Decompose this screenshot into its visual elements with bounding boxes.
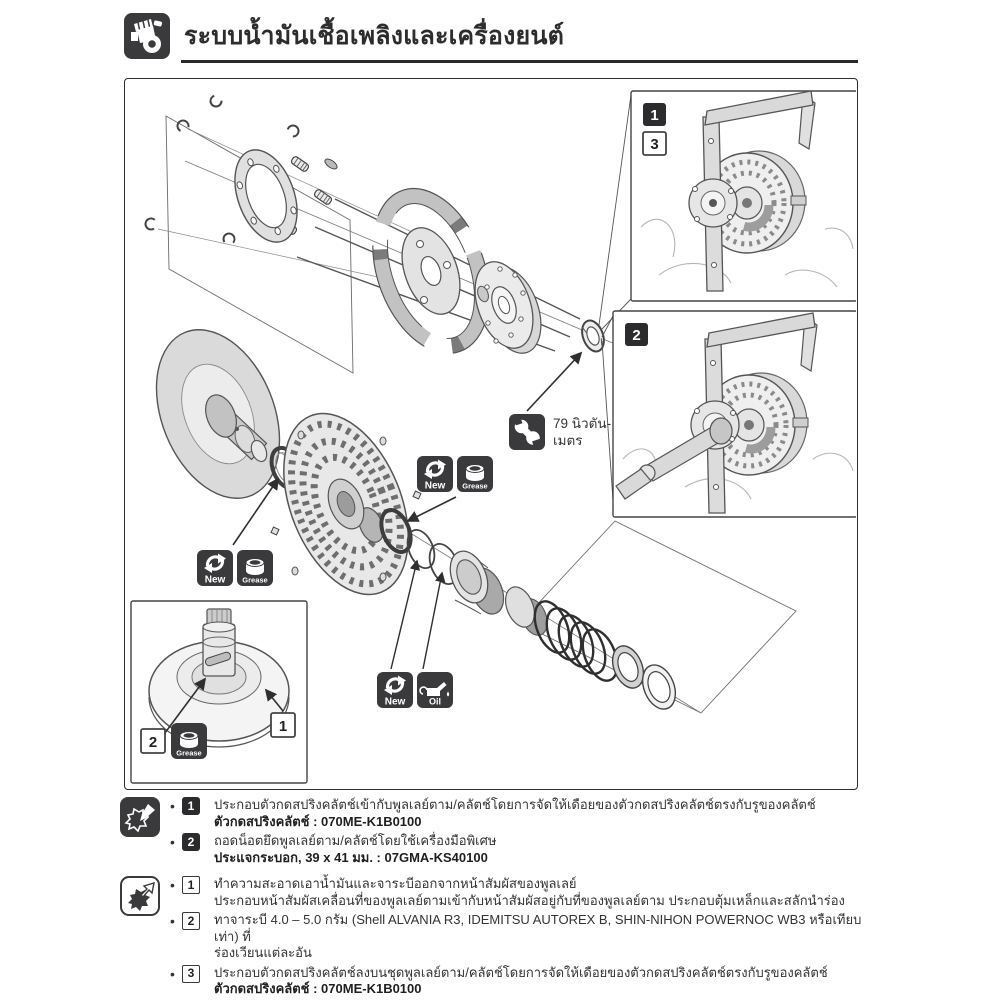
torque-value-line1: 79 นิวตัน- <box>553 416 612 431</box>
bullet <box>170 966 175 983</box>
socket-head <box>710 418 732 444</box>
svg-text:3: 3 <box>650 136 659 153</box>
step-marker-filled: 1 <box>182 797 200 815</box>
engine-section-icon <box>124 13 170 59</box>
inset-socket-wrench <box>613 311 856 517</box>
note-text: ทำความสะอาดเอาน้ำมันและจาระบีออกจากหน้าสัมผัสของพูลเลย์ <box>214 876 577 891</box>
svg-text:Oil: Oil <box>428 696 442 707</box>
driven-pulley-face <box>133 311 303 516</box>
tool-spec: ตัวกดสปริงคลัตช์ : 070ME-K1B0100 <box>214 981 422 996</box>
svg-text:Grease: Grease <box>242 575 268 585</box>
driven-pulley-disc <box>259 395 432 612</box>
note-text-continued: ประกอบหน้าสัมผัสเคลื่อนที่ของพูลเลย์ตามเข้ากับหน้าสัมผัสอยู่กับที่ของพูลเลย์ตาม ประกอบตุ้มเหล็กและสลักนำร่อง <box>214 892 845 908</box>
note-text: ประกอบตัวกดสปริงคลัตช์เข้ากับพูลเลย์ตาม/คลัตช์โดยการจัดให้เดือยของตัวกดสปริงคลัตช์ตรงกับรูของคลัตช์ <box>214 797 816 812</box>
note-item <box>168 912 866 962</box>
svg-text:2: 2 <box>632 327 641 344</box>
note-text: ถอดน็อตยึดพูลเลย์ตาม/คลัตช์โดยใช้เครื่องมือพิเศษ <box>214 833 497 848</box>
torque-value-line2: เมตร <box>553 433 583 448</box>
pulley-lock-nut <box>578 318 608 355</box>
new-grease-callout-right <box>408 456 493 521</box>
spring-seat-washers <box>607 641 682 714</box>
svg-text:1: 1 <box>278 718 288 735</box>
special-tool-note-icon <box>120 797 160 837</box>
assembly-note-icon <box>120 876 160 916</box>
svg-text:New: New <box>424 480 446 492</box>
svg-text:1: 1 <box>650 107 659 124</box>
note-item <box>168 833 866 866</box>
bullet <box>170 877 175 894</box>
bullet <box>170 798 175 815</box>
note-text-continued: ร่องเวียนแต่ละอัน <box>214 945 312 960</box>
tool-spec: ตัวกดสปริงคลัตช์ : 070ME-K1B0100 <box>214 813 422 829</box>
step-marker-boxed: 1 <box>182 876 200 894</box>
svg-text:2: 2 <box>148 734 158 751</box>
note-item <box>168 965 866 998</box>
svg-text:New: New <box>204 574 226 586</box>
notes-section <box>120 797 866 1008</box>
svg-text:Grease: Grease <box>176 748 202 758</box>
wrench-icon <box>509 414 545 450</box>
bullet <box>170 913 175 930</box>
installation-notes-block <box>120 876 866 1001</box>
note-text: ประกอบตัวกดสปริงคลัตช์ลงบนชุดพูลเลย์ตาม/คลัตช์โดยการจัดให้เดือยของตัวกดสปริงคลัตช์ตรงกับรูของคลัตช์ <box>214 964 828 980</box>
page-title: ระบบน้ำมันเชื้อเพลิงและเครื่องยนต์ <box>184 22 565 50</box>
removal-notes-block <box>120 797 866 869</box>
note-item <box>168 876 866 909</box>
svg-text:Grease: Grease <box>462 481 488 491</box>
exploded-diagram-figure <box>124 78 858 790</box>
step-marker-boxed: 3 <box>182 965 200 983</box>
note-item <box>168 797 866 830</box>
title-underline <box>181 60 858 63</box>
inset-driven-pulley <box>131 601 307 783</box>
note-text: ทาจาระบี 4.0 – 5.0 กรัม (Shell ALVANIA R3, IDEMITSU AUTOREX B, SHIN-NIHON POWERNOC WB3 หรือเทียบเท่า) ที่ <box>214 912 862 944</box>
inset-holder-tool <box>631 91 856 301</box>
svg-text:New: New <box>384 696 406 708</box>
step-marker-boxed: 2 <box>182 912 200 930</box>
tool-spec: ประแจกระบอก, 39 x 41 มม. : 07GMA-KS40100 <box>214 849 488 865</box>
bullet <box>170 834 175 851</box>
torque-callout <box>509 353 611 450</box>
step-marker-filled: 2 <box>182 833 200 851</box>
